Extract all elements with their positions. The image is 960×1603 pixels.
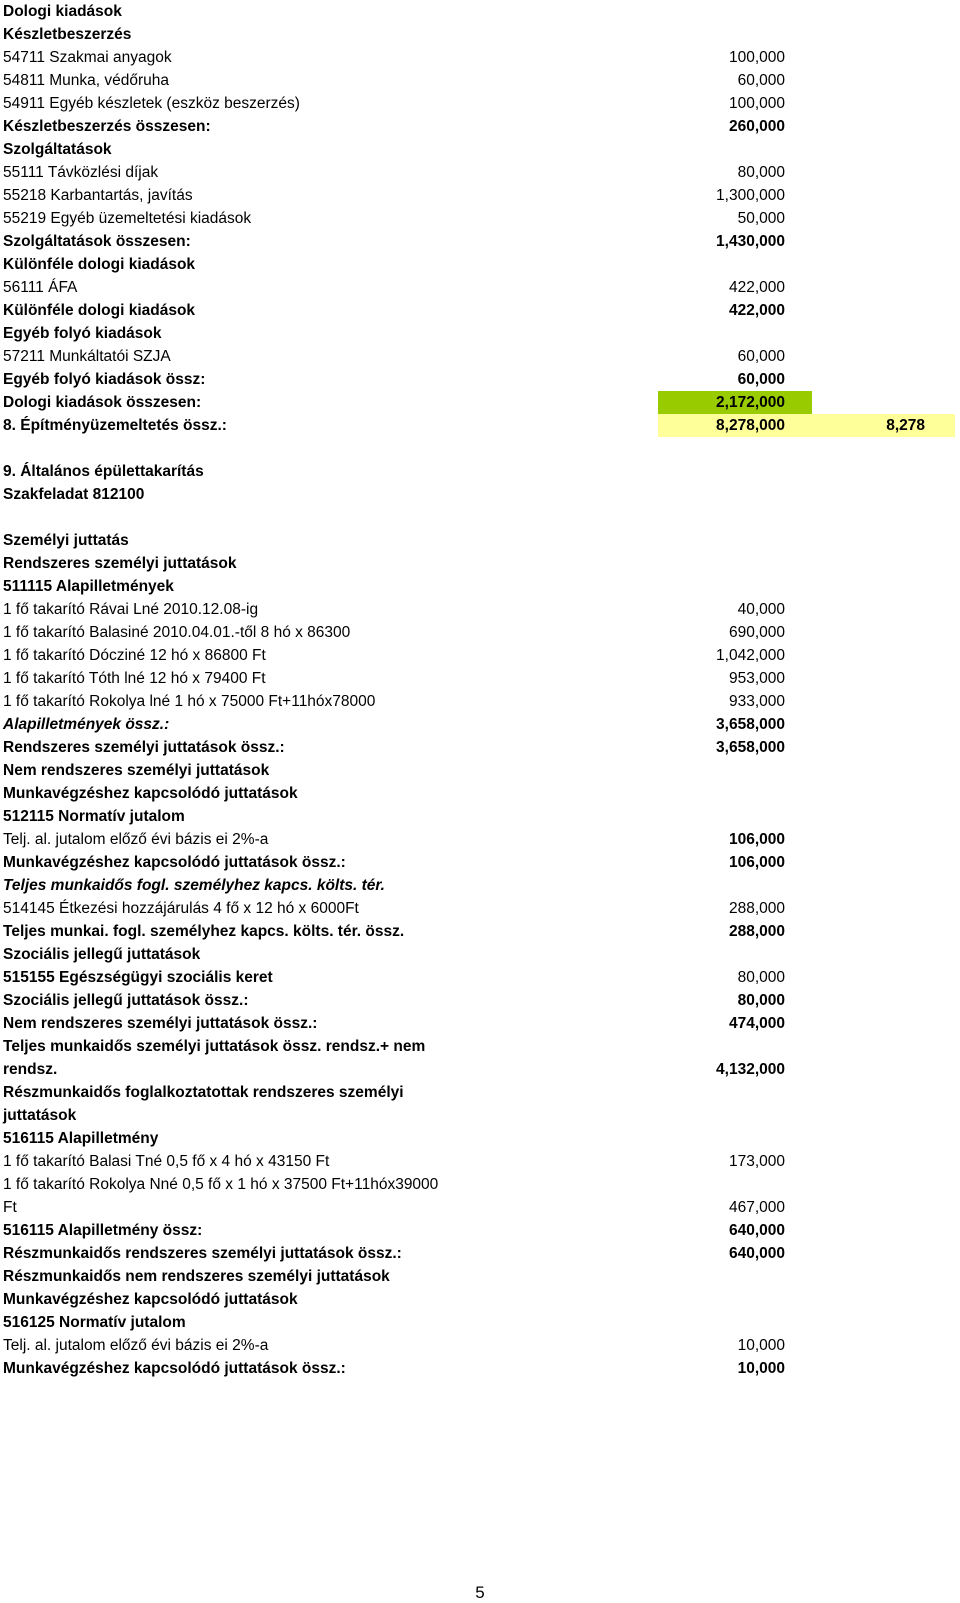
row-label: Személyi juttatás (3, 532, 129, 549)
row-label: 54811 Munka, védőruha (3, 72, 170, 89)
amount-value: 50,000 (737, 210, 785, 227)
table-row (0, 897, 960, 920)
row-label: Munkavégzéshez kapcsolódó juttatások össz.: (3, 854, 346, 871)
table-row (0, 1058, 960, 1081)
row-label: 514145 Étkezési hozzájárulás 4 fő x 12 hó x 6000Ft (3, 900, 359, 917)
row-label: Szociális jellegű juttatások (3, 946, 201, 963)
amount-value: 288,000 (728, 923, 785, 940)
row-label: Különféle dologi kiadások (3, 256, 196, 273)
amount-value: 10,000 (737, 1337, 785, 1354)
table-row (0, 1012, 960, 1035)
amount-value: 60,000 (737, 72, 785, 89)
row-label: 1 fő takarító Balasiné 2010.04.01.-től 8 hó x 86300 (3, 624, 351, 641)
table-row (0, 1219, 960, 1242)
row-label: 56111 ÁFA (3, 279, 78, 296)
amount-value: 106,000 (728, 854, 785, 871)
table-row (0, 207, 960, 230)
row-label: Részmunkaidős rendszeres személyi juttatások össz.: (3, 1245, 402, 1262)
amount-value: 80,000 (737, 992, 785, 1009)
row-label: Teljes munkaidős személyi juttatások össz. rendsz.+ nem (3, 1038, 426, 1055)
table-row (0, 1334, 960, 1357)
amount-value: 2,172,000 (716, 394, 785, 411)
row-label: Nem rendszeres személyi juttatások (3, 762, 270, 779)
table-row (0, 1081, 960, 1104)
table-row (0, 1127, 960, 1150)
table-row (0, 391, 960, 414)
table-row (0, 851, 960, 874)
row-label: Telj. al. jutalom előző évi bázis ei 2%-a (3, 1337, 269, 1354)
table-row (0, 69, 960, 92)
row-label: 1 fő takarító Dócziné 12 hó x 86800 Ft (3, 647, 266, 664)
amount-value: 422,000 (728, 302, 785, 319)
table-row (0, 552, 960, 575)
row-label: 1 fő takarító Balasi Tné 0,5 fő x 4 hó x 43150 Ft (3, 1153, 330, 1170)
table-row (0, 115, 960, 138)
table-row (0, 460, 960, 483)
table-row (0, 276, 960, 299)
row-label: 1 fő takarító Rávai Lné 2010.12.08-ig (3, 601, 259, 618)
amount-value: 10,000 (737, 1360, 785, 1377)
table-row (0, 1196, 960, 1219)
row-label: Készletbeszerzés összesen: (3, 118, 211, 135)
row-label: 57211 Munkáltatói SZJA (3, 348, 171, 365)
row-label: 8. Építményüzemeltetés össz.: (3, 417, 227, 434)
table-row (0, 506, 960, 529)
row-label: 512115 Normatív jutalom (3, 808, 185, 825)
table-row (0, 920, 960, 943)
amount-value: 467,000 (728, 1199, 785, 1216)
row-label: Szociális jellegű juttatások össz.: (3, 992, 249, 1009)
table-row (0, 1104, 960, 1127)
amount-value: 260,000 (728, 118, 785, 135)
row-label: Munkavégzéshez kapcsolódó juttatások (3, 785, 298, 802)
row-label: 516115 Alapilletmény össz: (3, 1222, 203, 1239)
table-row (0, 1150, 960, 1173)
table-row (0, 138, 960, 161)
row-label: Egyéb folyó kiadások (3, 325, 162, 342)
table-row (0, 253, 960, 276)
page-number: 5 (475, 1583, 485, 1602)
amount-value: 640,000 (728, 1245, 785, 1262)
table-row (0, 736, 960, 759)
row-label: Szolgáltatások összesen: (3, 233, 191, 250)
row-label: Dologi kiadások összesen: (3, 394, 202, 411)
table-row (0, 414, 960, 437)
row-label: Teljes munkaidős fogl. személyhez kapcs. költs. tér. (3, 877, 385, 894)
row-label: 55218 Karbantartás, javítás (3, 187, 193, 204)
table-row (0, 368, 960, 391)
amount-value: 1,430,000 (716, 233, 785, 250)
row-label: Munkavégzéshez kapcsolódó juttatások (3, 1291, 298, 1308)
row-label: Rendszeres személyi juttatások össz.: (3, 739, 285, 756)
row-label: 1 fő takarító Tóth lné 12 hó x 79400 Ft (3, 670, 266, 687)
amount-value: 100,000 (728, 95, 785, 112)
amount-value: 422,000 (728, 279, 785, 296)
table-row (0, 437, 960, 460)
row-label: Dologi kiadások (3, 3, 122, 20)
row-label: 516115 Alapilletmény (3, 1130, 159, 1147)
row-label: Különféle dologi kiadások (3, 302, 196, 319)
row-label: 55111 Távközlési díjak (3, 164, 159, 181)
amount-value: 1,300,000 (716, 187, 785, 204)
table-row (0, 621, 960, 644)
amount-value: 80,000 (737, 164, 785, 181)
amount-value: 1,042,000 (716, 647, 785, 664)
row-label: 511115 Alapilletmények (3, 578, 174, 595)
row-label: juttatások (3, 1107, 77, 1124)
table-row (0, 184, 960, 207)
row-label: Nem rendszeres személyi juttatások össz.: (3, 1015, 318, 1032)
table-row (0, 0, 960, 23)
amount-value: 173,000 (728, 1153, 785, 1170)
row-label: 9. Általános épülettakarítás (3, 463, 204, 480)
row-label: 1 fő takarító Rokolya lné 1 hó x 75000 Ft+11hóx78000 (3, 693, 376, 710)
table-row (0, 1035, 960, 1058)
amount-value: 40,000 (737, 601, 785, 618)
table-row (0, 598, 960, 621)
table-row (0, 1311, 960, 1334)
row-label: 54711 Szakmai anyagok (3, 49, 172, 66)
table-row (0, 943, 960, 966)
table-row (0, 989, 960, 1012)
amount-value: 288,000 (728, 900, 785, 917)
table-row (0, 1288, 960, 1311)
row-label: Ft (3, 1199, 17, 1216)
row-label: rendsz. (3, 1061, 58, 1078)
row-label: 54911 Egyéb készletek (eszköz beszerzés) (3, 95, 300, 112)
table-row (0, 230, 960, 253)
table-row (0, 966, 960, 989)
amount-value: 60,000 (737, 348, 785, 365)
table-row (0, 782, 960, 805)
table-row (0, 46, 960, 69)
amount-value: 953,000 (728, 670, 785, 687)
table-row (0, 575, 960, 598)
table-row (0, 322, 960, 345)
table-row (0, 667, 960, 690)
row-label: Egyéb folyó kiadások össz: (3, 371, 206, 388)
row-label: Részmunkaidős foglalkoztatottak rendszeres személyi (3, 1084, 404, 1101)
table-row (0, 299, 960, 322)
row-label: Telj. al. jutalom előző évi bázis ei 2%-a (3, 831, 269, 848)
row-label: Szolgáltatások (3, 141, 112, 158)
table-row (0, 345, 960, 368)
table-row (0, 529, 960, 552)
table-row (0, 759, 960, 782)
amount-value: 4,132,000 (716, 1061, 785, 1078)
row-label: 1 fő takarító Rokolya Nné 0,5 fő x 1 hó x 37500 Ft+11hóx39000 (3, 1176, 439, 1193)
table-row (0, 874, 960, 897)
table-row (0, 805, 960, 828)
table-row (0, 483, 960, 506)
row-label: 55219 Egyéb üzemeltetési kiadások (3, 210, 252, 227)
table-row (0, 713, 960, 736)
table-row (0, 1265, 960, 1288)
table-row (0, 690, 960, 713)
amount-value: 3,658,000 (716, 739, 785, 756)
table-row (0, 92, 960, 115)
amount-value: 106,000 (728, 831, 785, 848)
table-row (0, 23, 960, 46)
table-row (0, 1173, 960, 1196)
table-row (0, 161, 960, 184)
row-label: Munkavégzéshez kapcsolódó juttatások össz.: (3, 1360, 346, 1377)
row-label: Szakfeladat 812100 (3, 486, 145, 503)
row-label: Teljes munkai. fogl. személyhez kapcs. költs. tér. össz. (3, 923, 405, 940)
amount-value: 80,000 (737, 969, 785, 986)
row-label: 516125 Normatív jutalom (3, 1314, 186, 1331)
row-label: Alapilletmények össz.: (3, 716, 170, 733)
amount-value: 690,000 (728, 624, 785, 641)
thousand-value: 8,278 (886, 417, 925, 434)
amount-value: 933,000 (728, 693, 785, 710)
row-label: Részmunkaidős nem rendszeres személyi juttatások (3, 1268, 390, 1285)
table-row (0, 1357, 960, 1380)
row-label: Rendszeres személyi juttatások (3, 555, 237, 572)
amount-value: 474,000 (728, 1015, 785, 1032)
table-row (0, 644, 960, 667)
row-label: Készletbeszerzés (3, 26, 132, 43)
amount-value: 8,278,000 (716, 417, 785, 434)
table-row (0, 828, 960, 851)
amount-value: 640,000 (728, 1222, 785, 1239)
row-label: 515155 Egészségügyi szociális keret (3, 969, 273, 986)
amount-value: 100,000 (728, 49, 785, 66)
amount-value: 3,658,000 (716, 716, 785, 733)
amount-value: 60,000 (737, 371, 785, 388)
table-row (0, 1242, 960, 1265)
